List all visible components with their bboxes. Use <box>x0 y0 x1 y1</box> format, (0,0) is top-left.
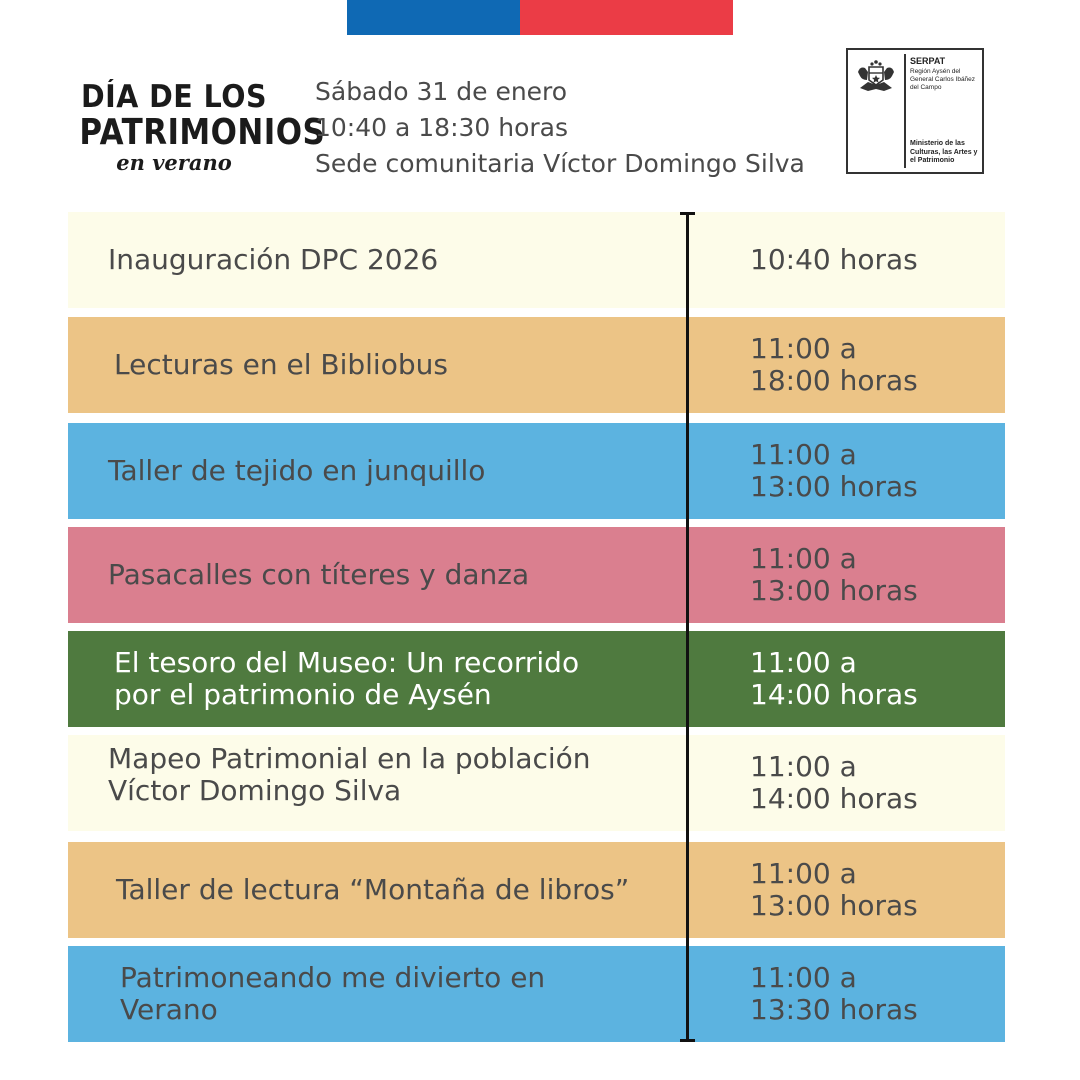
seal-brand: SERPAT <box>910 56 946 66</box>
flag-stripe-red <box>520 0 733 35</box>
flag-stripe-blue <box>347 0 520 35</box>
seal-ministry: Ministerio de las Culturas, las Artes y el Patrimonio <box>910 140 978 164</box>
activity-time: 11:00 a 14:00 horas <box>750 750 918 815</box>
schedule-row <box>68 946 1005 1042</box>
schedule-row <box>68 317 1005 413</box>
activity-name: Mapeo Patrimonial en la población Víctor Domingo Silva <box>108 742 591 807</box>
activity-name: Patrimoneando me divierto en Verano <box>120 961 546 1026</box>
activity-time: 10:40 horas <box>750 243 918 276</box>
event-venue: Sede comunitaria Víctor Domingo Silva <box>315 149 805 178</box>
logo-line-1: DÍA DE LOS <box>81 79 267 115</box>
activity-name: Inauguración DPC 2026 <box>108 243 439 276</box>
activity-name: Pasacalles con títeres y danza <box>108 558 530 591</box>
chile-coat-of-arms-icon <box>854 58 898 94</box>
logo-line-2: PATRIMONIOS <box>79 112 326 153</box>
schedule-row <box>68 842 1005 938</box>
activity-name: Lecturas en el Bibliobus <box>114 348 448 381</box>
timeline-line <box>686 213 689 1041</box>
activity-time: 11:00 a 13:00 horas <box>750 857 918 922</box>
event-info <box>315 74 805 182</box>
event-date: Sábado 31 de enero <box>315 77 568 106</box>
seal-region: Región Aysén del General Carlos Ibáñez del Campo <box>910 68 976 91</box>
activity-name: Taller de lectura “Montaña de libros” <box>116 873 630 906</box>
schedule-row <box>68 212 1005 308</box>
activity-time: 11:00 a 18:00 horas <box>750 332 918 397</box>
activity-time: 11:00 a 13:00 horas <box>750 438 918 503</box>
schedule-row <box>68 423 1005 519</box>
seal-divider <box>904 54 906 168</box>
timeline-cap-bottom <box>680 1039 695 1042</box>
timeline-cap-top <box>680 212 695 215</box>
activity-time: 11:00 a 13:00 horas <box>750 542 918 607</box>
activity-time: 11:00 a 13:30 horas <box>750 961 918 1026</box>
schedule-row <box>68 735 1005 831</box>
serpat-seal <box>846 48 984 174</box>
event-hours: 10:40 a 18:30 horas <box>315 113 569 142</box>
activity-time: 11:00 a 14:00 horas <box>750 646 918 711</box>
schedule-row <box>68 527 1005 623</box>
event-logo <box>64 79 326 175</box>
activity-name: El tesoro del Museo: Un recorrido por el patrimonio de Aysén <box>114 646 580 711</box>
logo-line-3: en verano <box>116 150 232 175</box>
activity-name: Taller de tejido en junquillo <box>108 454 486 487</box>
schedule-table <box>68 212 1005 1043</box>
schedule-row <box>68 631 1005 727</box>
